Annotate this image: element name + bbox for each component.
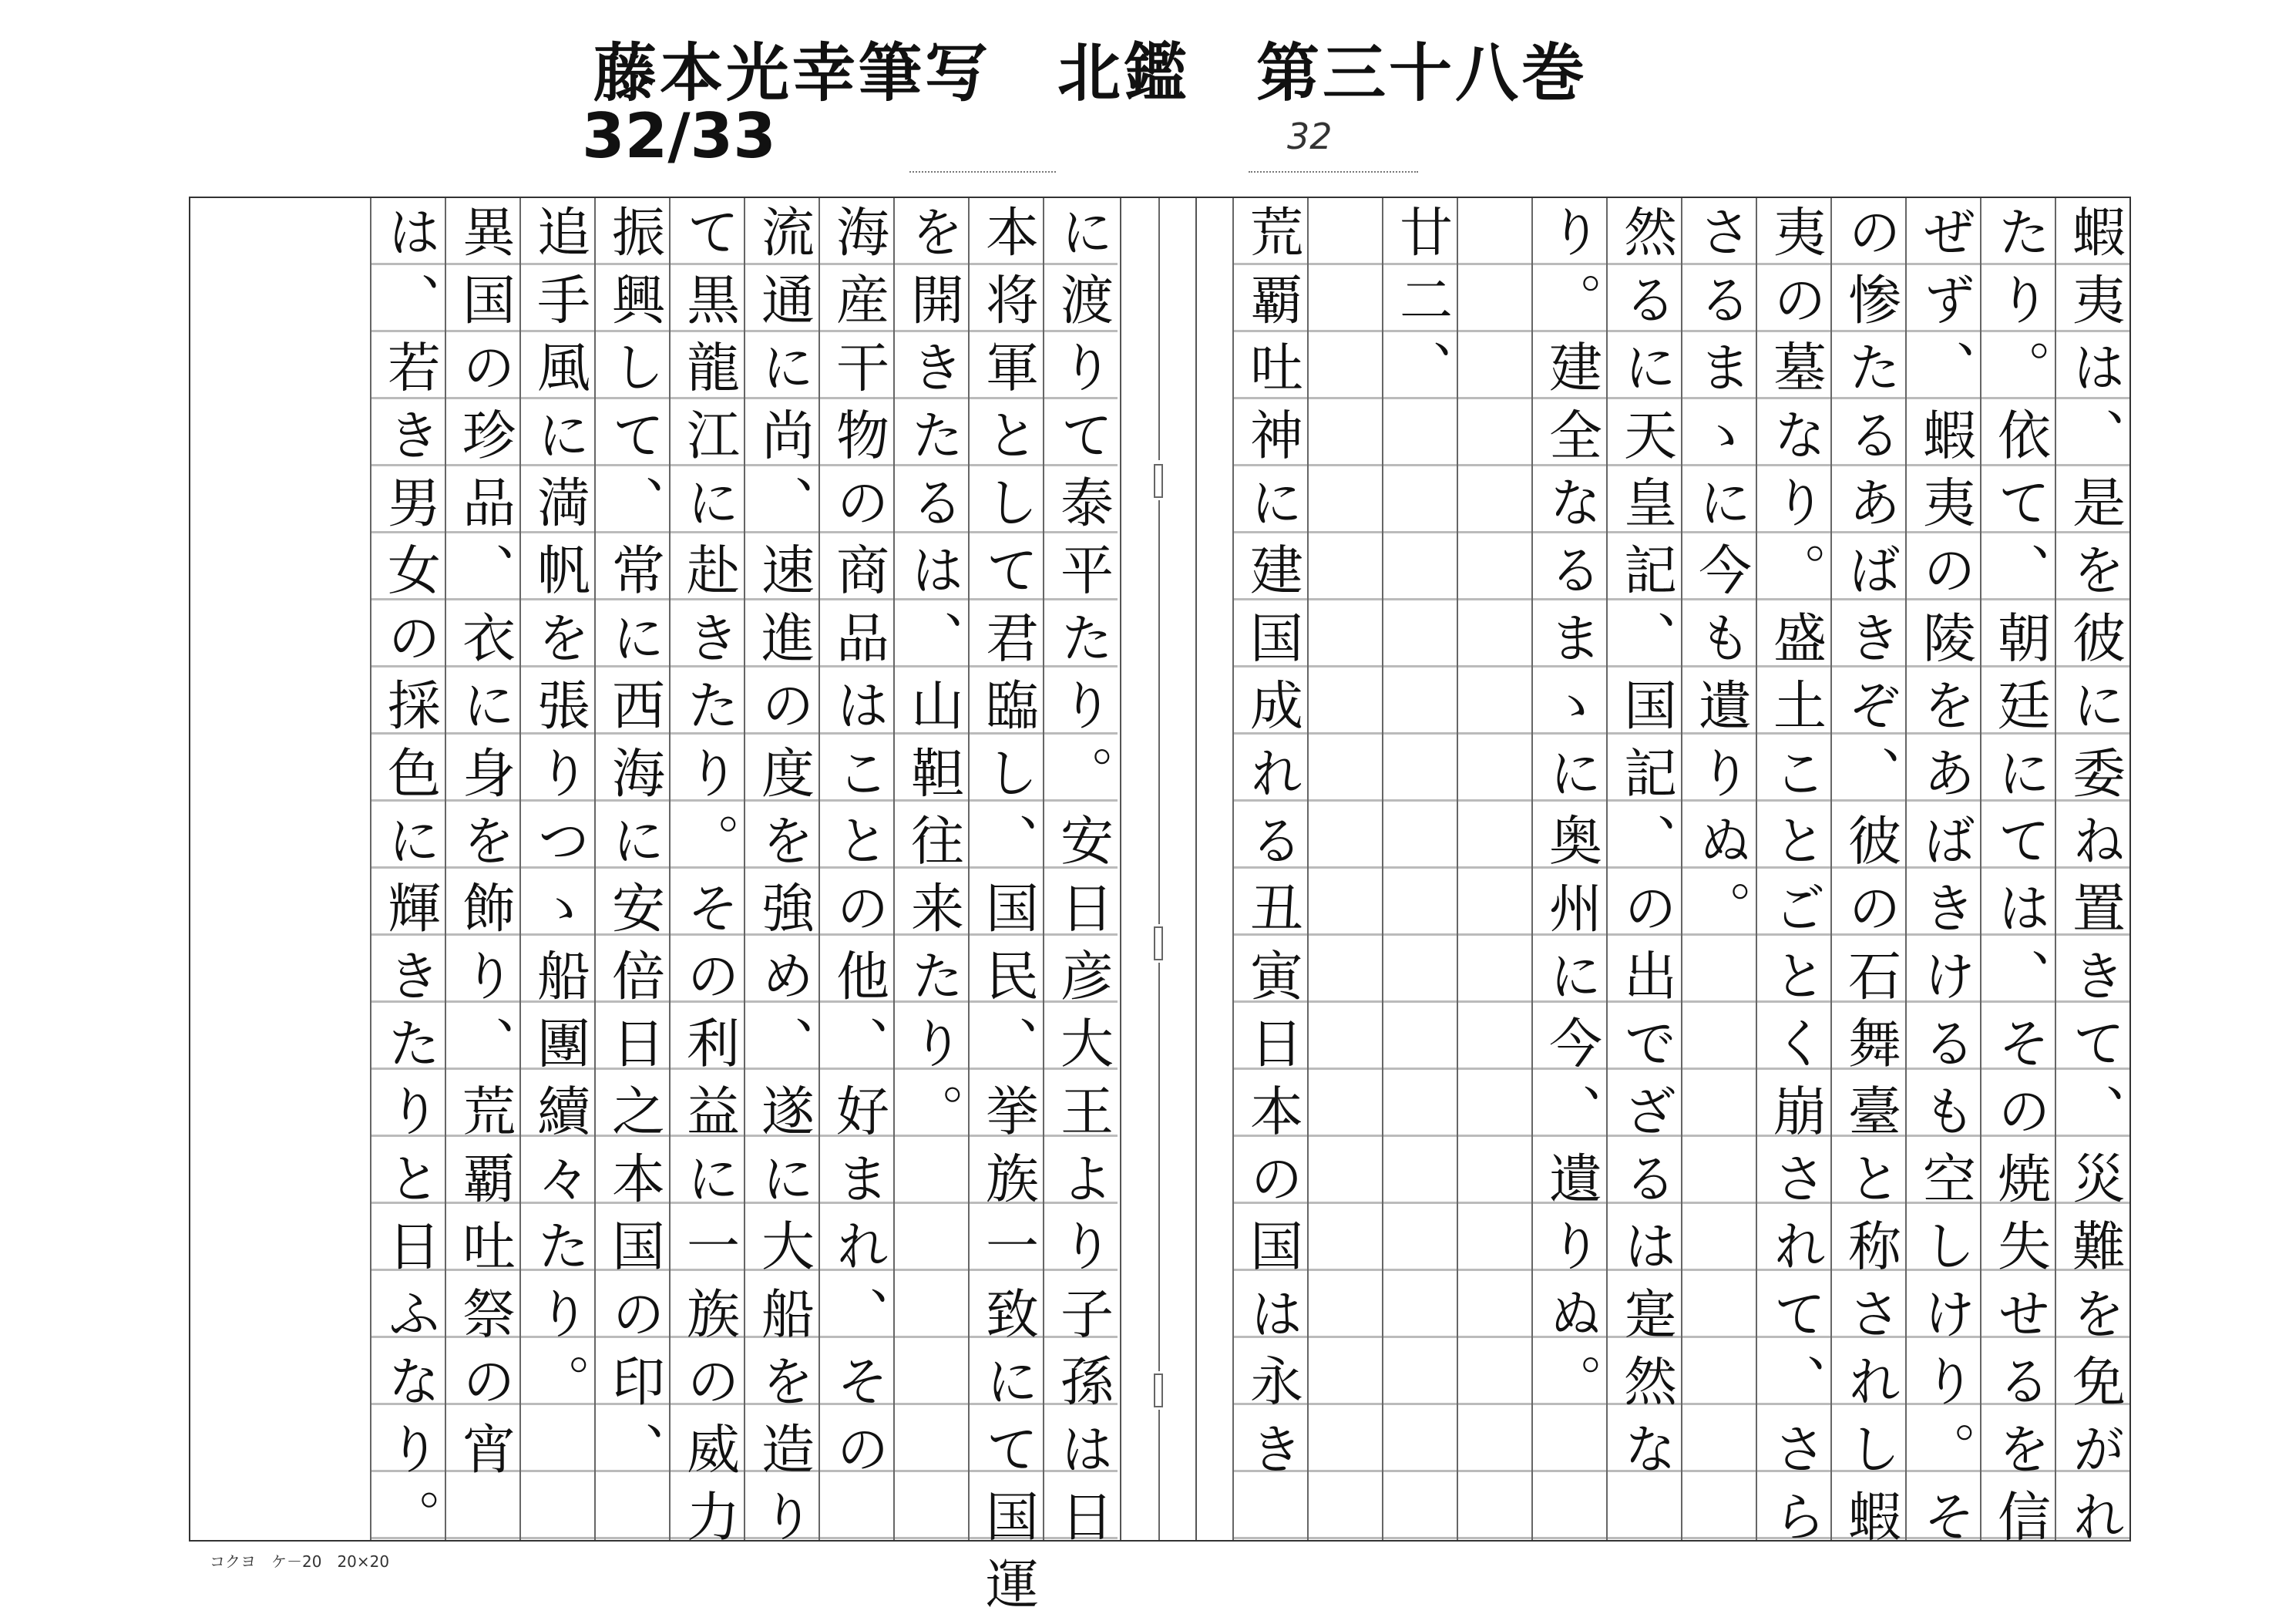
manuscript-column: 異国の珍品、衣に身を飾り、荒覇吐祭の宵: [445, 198, 519, 1540]
manuscript-column: ぜず、蝦夷の陵をあばきけるも空しけり。そ: [1905, 198, 1980, 1540]
manuscript-column: 然るに天皇記、国記、の出でざるは寔然な: [1606, 198, 1681, 1540]
page-title: 藤本光幸筆写 北鑑 第三十八巻: [593, 37, 1588, 110]
manuscript-column: [1457, 198, 1531, 1540]
manuscript-column: 海産干物の商品はことの他、好まれ、その: [818, 198, 893, 1540]
manuscript-column: [1307, 198, 1382, 1540]
manuscript-column: 廿二、: [1382, 198, 1457, 1540]
manuscript-column: 本将軍として君臨し、国民、挙族一致にて国運: [968, 198, 1043, 1540]
manuscript-column: に渡りて泰平たり。安日彦大王より子孫は日: [1043, 198, 1118, 1540]
manuscript-column: て黒龍江に赴きたり。その利益に一族の威力: [669, 198, 744, 1540]
manuscript-column: 荒覇吐神に建国成れる丑寅日本の国は永き: [1232, 198, 1307, 1540]
manuscript-column: 流通に尚、速進の度を強め、遂に大船を造り: [744, 198, 818, 1540]
manuscript-column: さるまゝに今も遺りぬ。: [1681, 198, 1756, 1540]
manuscript-column: 蝦夷は、是を彼に委ね置きて、災難を免がれ: [2055, 198, 2129, 1540]
manuscript-column: 振興して、常に西海に安倍日之本国の印、: [594, 198, 669, 1540]
gutter-ornament-middle: [1154, 926, 1163, 960]
header-divider-left: [909, 171, 1056, 173]
gutter-ornament-bottom: [1154, 1374, 1163, 1407]
page-number: 32/33: [582, 100, 776, 172]
manuscript-column: 夷の墓なり。盛土ことごとく崩されて、さら: [1756, 198, 1830, 1540]
manuscript-column: たり。依て、朝廷にては、その焼失せるを信: [1980, 198, 2055, 1540]
paper-label: コクヨ ケ－20 20×20: [210, 1552, 390, 1571]
gutter-ornament-top: [1154, 464, 1163, 498]
header-divider-right: [1249, 171, 1418, 173]
manuscript-column: は、若き男女の採色に輝きたりと日ふなり。: [370, 198, 445, 1540]
manuscript-column: を開きたるは、山靼往来たり。: [893, 198, 968, 1540]
manuscript-column: 追手風に満帆を張りつゝ船團續々たり。: [519, 198, 594, 1540]
handwritten-page-number: 32: [1287, 116, 1333, 157]
manuscript-column: の惨たるあばきぞ、彼の石舞臺と称されし蝦: [1830, 198, 1905, 1540]
manuscript-column: り。建全なるまゝに奥州に今、遺りぬ。: [1531, 198, 1606, 1540]
center-gutter: [1120, 198, 1197, 1540]
